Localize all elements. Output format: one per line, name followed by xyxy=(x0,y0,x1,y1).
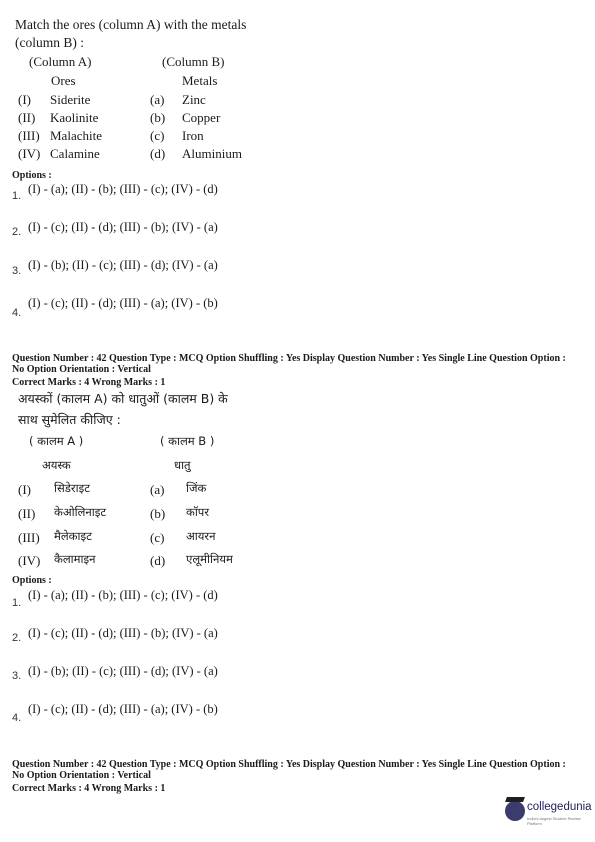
logo-tagline: India's largest Student Review Platform xyxy=(527,816,581,826)
row-letter: (b) xyxy=(150,506,166,521)
question-title-hindi-line2: साथ सुमेलित कीजिए : xyxy=(18,412,121,427)
row-numeral: (III) xyxy=(18,530,40,545)
ore-name: Malachite xyxy=(50,128,102,143)
question-meta-line1: Question Number : 42 Question Type : MCQ Option Shuffling : Yes Display Question Number : Yes Single Line Question Option : xyxy=(12,759,566,770)
question-title-line1: Match the ores (column A) with the metals xyxy=(15,17,247,32)
option-number: 2. xyxy=(12,226,22,238)
option-number: 3. xyxy=(12,670,22,682)
metal-name: एलूमीनियम xyxy=(186,552,233,566)
option-3-text[interactable]: (I) - (b); (II) - (c); (III) - (d); (IV) - (a) xyxy=(28,664,218,678)
question-title-hindi-line1: अयस्कों (कालम A) को धातुओं (कालम B) के xyxy=(18,391,228,406)
column-b-heading: (Column B) xyxy=(162,54,225,69)
metal-name: Copper xyxy=(182,110,221,125)
graduation-cap-icon xyxy=(505,797,525,802)
row-numeral: (II) xyxy=(18,110,36,125)
row-letter: (a) xyxy=(150,92,165,107)
column-b-subheading: Metals xyxy=(182,73,218,88)
option-number: 1. xyxy=(12,597,22,609)
options-label: Options : xyxy=(12,575,52,586)
row-letter: (c) xyxy=(150,128,165,143)
row-numeral: (I) xyxy=(18,92,31,107)
row-numeral: (I) xyxy=(18,482,31,497)
ore-name: Calamine xyxy=(50,146,100,161)
row-numeral: (III) xyxy=(18,128,40,143)
option-number: 4. xyxy=(12,712,22,724)
row-numeral: (IV) xyxy=(18,146,41,161)
option-3-text[interactable]: (I) - (b); (II) - (c); (III) - (d); (IV) - (a) xyxy=(28,258,218,272)
row-numeral: (IV) xyxy=(18,553,41,568)
ore-name: मैलेकाइट xyxy=(54,529,92,543)
ore-name: Kaolinite xyxy=(50,110,99,125)
column-b-subheading: धातु xyxy=(174,458,191,472)
logo-text: collegedunia xyxy=(527,801,592,813)
collegedunia-logo xyxy=(505,797,595,829)
question-meta-line2: No Option Orientation : Vertical xyxy=(12,770,151,781)
option-number: 2. xyxy=(12,632,22,644)
option-2-text[interactable]: (I) - (c); (II) - (d); (III) - (b); (IV) - (a) xyxy=(28,626,218,640)
metal-name: Aluminium xyxy=(182,146,242,161)
option-1-text[interactable]: (I) - (a); (II) - (b); (III) - (c); (IV) - (d) xyxy=(28,588,218,602)
question-marks: Correct Marks : 4 Wrong Marks : 1 xyxy=(12,377,166,388)
mascot-icon xyxy=(505,801,525,821)
question-meta-line1: Question Number : 42 Question Type : MCQ Option Shuffling : Yes Display Question Number : Yes Single Line Question Option : xyxy=(12,353,566,364)
row-letter: (a) xyxy=(150,482,165,497)
column-a-subheading: अयस्क xyxy=(42,458,71,472)
ore-name: सिडेराइट xyxy=(54,481,91,495)
question-meta-line2: No Option Orientation : Vertical xyxy=(12,364,151,375)
row-letter: (c) xyxy=(150,530,165,545)
question-title-line2: (column B) : xyxy=(15,35,84,50)
row-letter: (b) xyxy=(150,110,166,125)
option-4-text[interactable]: (I) - (c); (II) - (d); (III) - (a); (IV) - (b) xyxy=(28,702,218,716)
option-2-text[interactable]: (I) - (c); (II) - (d); (III) - (b); (IV) - (a) xyxy=(28,220,218,234)
metal-name: Zinc xyxy=(182,92,206,107)
column-b-heading: ( कालम B ) xyxy=(160,434,215,448)
column-a-subheading: Ores xyxy=(51,73,76,88)
metal-name: Iron xyxy=(182,128,204,143)
option-number: 1. xyxy=(12,190,22,202)
column-a-heading: (Column A) xyxy=(29,54,92,69)
ore-name: Siderite xyxy=(50,92,91,107)
metal-name: कॉपर xyxy=(186,505,210,519)
row-letter: (d) xyxy=(150,553,166,568)
column-a-heading: ( कालम A ) xyxy=(29,434,84,448)
ore-name: कैलामाइन xyxy=(54,552,96,566)
ore-name: केओलिनाइट xyxy=(54,505,107,519)
options-label: Options : xyxy=(12,170,52,181)
option-number: 4. xyxy=(12,307,22,319)
option-number: 3. xyxy=(12,265,22,277)
question-marks: Correct Marks : 4 Wrong Marks : 1 xyxy=(12,783,166,794)
row-letter: (d) xyxy=(150,146,166,161)
option-4-text[interactable]: (I) - (c); (II) - (d); (III) - (a); (IV) - (b) xyxy=(28,296,218,310)
metal-name: जिंक xyxy=(186,481,207,495)
metal-name: आयरन xyxy=(186,529,216,543)
row-numeral: (II) xyxy=(18,506,36,521)
option-1-text[interactable]: (I) - (a); (II) - (b); (III) - (c); (IV) - (d) xyxy=(28,182,218,196)
